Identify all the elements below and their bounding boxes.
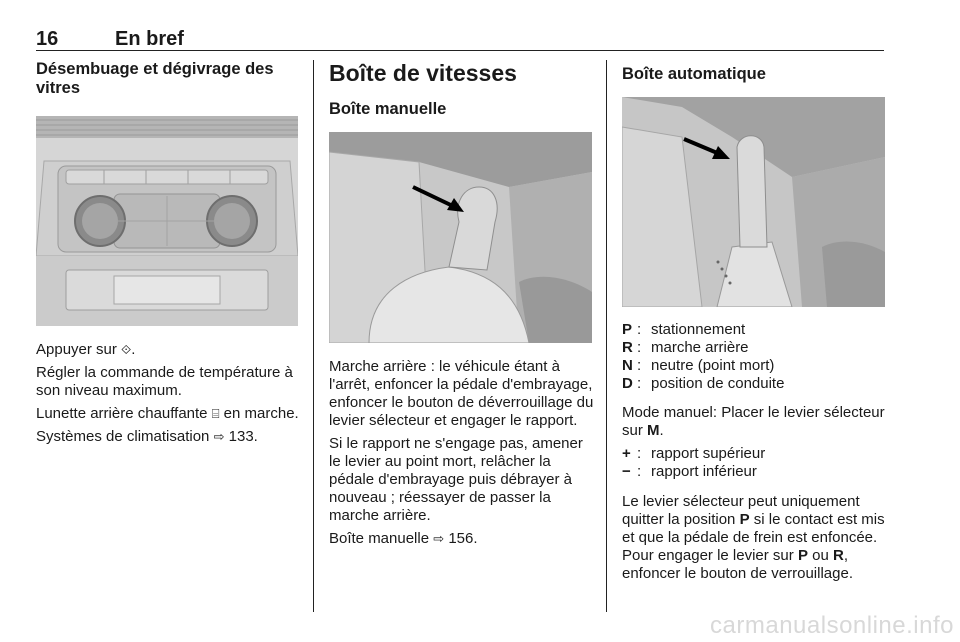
defrost-instruction-2: Régler la commande de température à son niveau maximum. bbox=[36, 364, 293, 399]
manual-mode-text bbox=[622, 404, 887, 440]
manual-gearbox-reference: Boîte manuelle ⇨ 156. bbox=[329, 530, 478, 547]
page-ref-link[interactable]: 133. bbox=[228, 428, 258, 445]
column-gearbox bbox=[329, 60, 591, 119]
shift-row-down: − : rapport inférieur bbox=[622, 463, 757, 480]
defrost-text bbox=[36, 341, 301, 446]
page-header bbox=[36, 25, 884, 51]
gear-position-list bbox=[622, 321, 784, 393]
header-rule bbox=[36, 50, 884, 51]
gear-row-park: P : stationnement bbox=[622, 321, 746, 338]
shift-row-up: + : rapport supérieur bbox=[622, 445, 766, 462]
reverse-gear-instruction: Marche arrière : le véhicule étant à l'arrêt, enfoncer la pédale d'embrayage, enfoncer le bouton de déverrouillage du levier sélecteur et engager le rapport. bbox=[329, 358, 594, 429]
rear-window-heat-icon: ⌸ bbox=[211, 406, 220, 421]
page-ref-arrow-icon: ⇨ bbox=[433, 531, 445, 546]
selector-lock-instruction: Le levier sélecteur peut uniquement quitter la position P si le contact est mis et que la pédale de frein est enfoncée. Pour engager le levier sur P ou R, enfoncer le bouton de verrouillage. bbox=[622, 493, 885, 582]
column-automatic bbox=[622, 60, 885, 84]
manual-mode-instruction: Mode manuel: Placer le levier sélecteur sur M. bbox=[622, 404, 885, 439]
section-heading-automatic: Boîte automatique bbox=[622, 65, 766, 83]
gear-row-reverse: R : marche arrière bbox=[622, 339, 749, 356]
page-title: En bref bbox=[115, 28, 184, 50]
column-divider bbox=[606, 60, 607, 612]
climate-control-figure bbox=[36, 116, 298, 326]
page-ref-link[interactable]: 156. bbox=[448, 530, 478, 547]
manual-gearbox-figure bbox=[329, 132, 592, 343]
climate-systems-reference: Systèmes de climatisation ⇨ 133. bbox=[36, 428, 258, 445]
automatic-gearbox-figure bbox=[622, 97, 885, 307]
manual-gearbox-text bbox=[329, 358, 595, 548]
defrost-icon: ⟐ bbox=[121, 342, 132, 357]
page-number: 16 bbox=[36, 28, 59, 50]
subheading-manual: Boîte manuelle bbox=[329, 100, 447, 118]
page-ref-arrow-icon: ⇨ bbox=[213, 429, 225, 444]
reverse-gear-retry: Si le rapport ne s'engage pas, amener le levier au point mort, relâcher la pédale d'embrayage puis débrayer à nouveau ; réessayer de passer la marche arrière. bbox=[329, 435, 583, 524]
minus-icon: − bbox=[622, 463, 631, 480]
selector-lock-text bbox=[622, 493, 887, 583]
watermark: carmanualsonline.info bbox=[710, 612, 954, 639]
section-heading-defrost: Désembuage et dégivrage des vitres bbox=[36, 60, 274, 97]
shift-list bbox=[622, 445, 765, 481]
gear-row-drive: D : position de conduite bbox=[622, 375, 785, 392]
section-heading-gearbox: Boîte de vitesses bbox=[329, 60, 517, 86]
plus-icon: + bbox=[622, 445, 631, 462]
defrost-instruction-1: Appuyer sur ⟐. bbox=[36, 341, 136, 358]
column-divider bbox=[313, 60, 314, 612]
defrost-instruction-3: Lunette arrière chauffante ⌸ en marche. bbox=[36, 405, 299, 422]
gear-row-neutral: N : neutre (point mort) bbox=[622, 357, 775, 374]
column-defrost bbox=[36, 60, 299, 98]
